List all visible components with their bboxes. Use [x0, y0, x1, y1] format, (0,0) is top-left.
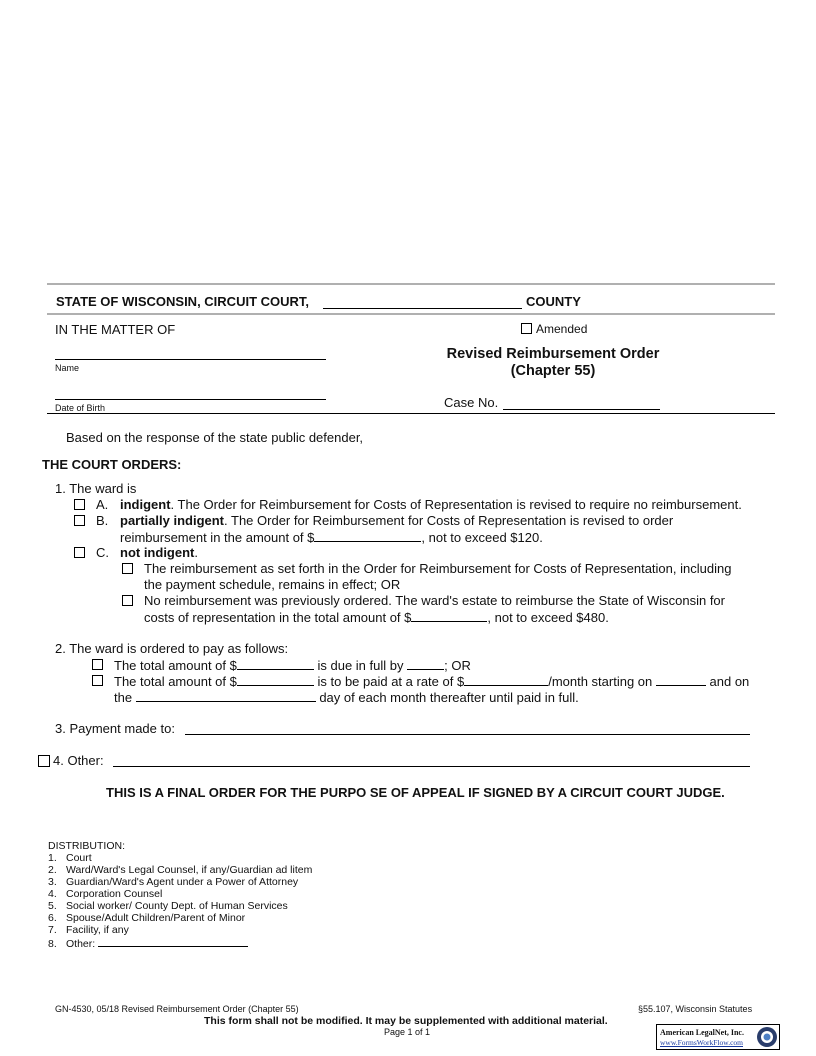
list-item: 5. Social worker/ County Dept. of Human Services: [48, 900, 288, 912]
option-b-line2: [120, 529, 543, 545]
pay-full-line: [114, 657, 471, 673]
option-a-letter: A.: [96, 497, 109, 512]
option-a-rest: . The Order for Reimbursement for Costs of Representation is revised to require no reimbursement.: [170, 497, 742, 512]
form-title: [413, 346, 693, 379]
court-orders-heading: THE COURT ORDERS:: [42, 457, 182, 472]
amended-checkbox[interactable]: [521, 323, 532, 334]
option-b-checkbox[interactable]: [74, 515, 85, 526]
item3-label: 3. Payment made to:: [55, 721, 175, 736]
option-b-letter: B.: [96, 513, 109, 528]
footer-notice: This form shall not be modified. It may be supplemented with additional material.: [204, 1015, 608, 1027]
list-item: 8. Other:: [48, 936, 312, 950]
pay-installment-and-on: and on: [709, 674, 750, 689]
form-title-line1: Revised Reimbursement Order: [446, 346, 660, 362]
name-field[interactable]: [55, 359, 326, 360]
option-a-text: [120, 497, 742, 512]
pay-full-or: ; OR: [444, 658, 471, 673]
option-c-checkbox[interactable]: [74, 547, 85, 558]
option-b-amount-field[interactable]: [314, 529, 421, 542]
pay-installment-line2: [114, 689, 579, 705]
pay-installment-the: the: [114, 690, 133, 705]
name-label: Name: [55, 363, 80, 373]
option-c-period: .: [194, 545, 198, 560]
option-c-letter: C.: [96, 545, 109, 560]
intro-text: Based on the response of the state public defender,: [66, 430, 364, 445]
amended-label: Amended: [536, 322, 588, 336]
item2-lead: 2. The ward is ordered to pay as follows:: [55, 641, 289, 656]
final-order-notice: THIS IS A FINAL ORDER FOR THE PURPO SE OF APPEAL IF SIGNED BY A CIRCUIT COURT JUDGE.: [106, 785, 725, 800]
pay-installment-checkbox[interactable]: [92, 675, 103, 686]
option-c-bold: not indigent: [120, 545, 195, 560]
list-item: 3. Guardian/Ward's Agent under a Power of Attorney: [48, 876, 299, 888]
option-c2-amount-field[interactable]: [411, 609, 487, 622]
option-c1-line2: the payment schedule, remains in effect; OR: [144, 577, 401, 592]
page-number: Page 1 of 1: [384, 1027, 431, 1037]
publisher-logo: [656, 1024, 780, 1050]
pay-installment-rate-field[interactable]: [464, 673, 548, 686]
pay-installment-amount-field[interactable]: [237, 673, 314, 686]
pay-installment-rate-label: is to be paid at a rate of $: [317, 674, 465, 689]
pay-full-due-label: is due in full by: [317, 658, 404, 673]
court-line: [56, 294, 309, 309]
list-item: 6. Spouse/Adult Children/Parent of Minor: [48, 912, 246, 924]
option-c1-line1: The reimbursement as set forth in the Order for Reimbursement for Costs of Representation, including: [144, 561, 732, 576]
payment-made-to-field[interactable]: [185, 734, 750, 735]
option-c2-line2: [144, 609, 609, 625]
option-c1-checkbox[interactable]: [122, 563, 133, 574]
item4-label: 4. Other:: [53, 753, 104, 768]
header-bottom-rule: [47, 413, 775, 414]
distribution-heading: DISTRIBUTION:: [48, 840, 126, 852]
option-b-amount-label: reimbursement in the amount of $: [120, 530, 315, 545]
other-field[interactable]: [113, 766, 750, 767]
pay-full-amount-field[interactable]: [237, 657, 314, 670]
other-checkbox[interactable]: [38, 755, 50, 767]
statute-ref: §55.107, Wisconsin Statutes: [638, 1004, 753, 1014]
logo-line1: American LegalNet, Inc.: [660, 1028, 744, 1037]
pay-installment-amount-label: The total amount of $: [114, 674, 237, 689]
pay-full-date-field[interactable]: [407, 657, 444, 670]
item1-lead: 1. The ward is: [55, 481, 137, 496]
form-title-line2: (Chapter 55): [510, 363, 596, 379]
option-c2-line1: No reimbursement was previously ordered. The ward's estate to reimburse the State of Wisconsin for: [144, 593, 725, 608]
header-mid-rule: [47, 313, 775, 315]
option-a-checkbox[interactable]: [74, 499, 85, 510]
distribution-list: [48, 852, 312, 950]
list-item: 7. Facility, if any: [48, 924, 129, 936]
matter-label: IN THE MATTER OF: [55, 322, 176, 337]
option-b-limit: , not to exceed $120.: [421, 530, 543, 545]
header-top-rule: [47, 283, 775, 285]
pay-full-amount-label: The total amount of $: [114, 658, 237, 673]
option-b-bold: partially indigent: [120, 513, 225, 528]
list-item: 1. Court: [48, 852, 92, 864]
court-prefix: STATE OF WISCONSIN, CIRCUIT COURT,: [56, 294, 310, 309]
form-id: GN-4530, 05/18 Revised Reimbursement Order (Chapter 55): [55, 1004, 299, 1014]
option-b-text: [120, 513, 673, 528]
pay-installment-start-field[interactable]: [656, 673, 706, 686]
option-c2-amount-label: costs of representation in the total amount of $: [144, 610, 412, 625]
county-label: COUNTY: [526, 294, 581, 309]
option-a-bold: indigent: [120, 497, 171, 512]
list-item: 4. Corporation Counsel: [48, 888, 163, 900]
pay-installment-start-label: /month starting on: [548, 674, 653, 689]
case-no-field[interactable]: [503, 409, 660, 410]
logo-line2: www.FormsWorkFlow.com: [660, 1038, 744, 1047]
distribution-other-field[interactable]: [98, 936, 248, 947]
dob-field[interactable]: [55, 399, 326, 400]
option-c2-checkbox[interactable]: [122, 595, 133, 606]
option-b-rest: . The Order for Reimbursement for Costs of Representation is revised to order: [224, 513, 674, 528]
option-c-text: [120, 545, 198, 560]
pay-full-checkbox[interactable]: [92, 659, 103, 670]
option-c2-limit: , not to exceed $480.: [487, 610, 609, 625]
pay-installment-day-label: day of each month thereafter until paid in full.: [319, 690, 579, 705]
county-field[interactable]: [323, 308, 522, 309]
case-no-label: Case No.: [444, 395, 499, 410]
logo-globe-icon: [756, 1026, 778, 1048]
pay-installment-line1: [114, 673, 749, 689]
list-item: 2. Ward/Ward's Legal Counsel, if any/Guardian ad litem: [48, 864, 313, 876]
dob-label: Date of Birth: [55, 403, 106, 413]
pay-installment-day-field[interactable]: [136, 689, 316, 702]
